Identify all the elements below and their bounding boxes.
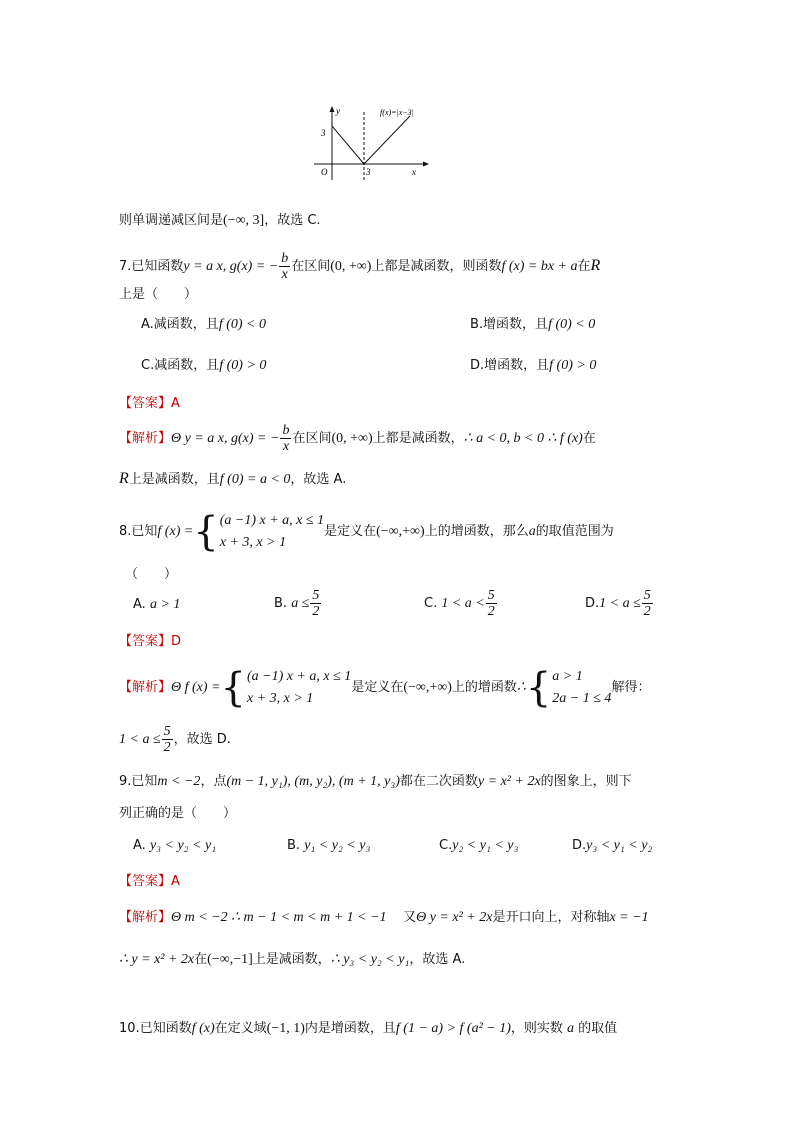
q9-option-a: A. y₃ < y₂ < y₁ — [133, 838, 217, 853]
q9-option-c: C.y₂ < y₁ < y₃ — [439, 838, 519, 853]
q7-option-a: A.减函数，且f (0) < 0 — [141, 317, 266, 332]
q9-analysis-line2: ∴ y = x² + 2x在(−∞,−1]上是减函数，∴ y₃ < y₂ < y₁，故选 A. — [119, 952, 466, 967]
fraction: $\frac{5}{2}$ — [643, 588, 651, 619]
q10-stem-line1: 10.已知函数f (x)在定义域(−1, 1)内是增函数，且f (1 − a) > f (a² − 1)，则实数 a 的取值 — [119, 1021, 618, 1036]
q9-option-b: B. y₁ < y₂ < y₃ — [287, 838, 371, 853]
fraction: $\frac{5}{2}$ — [163, 724, 171, 755]
q8-option-b: B. a ≤ $\frac{5}{2}$ — [274, 588, 320, 619]
graph-left-branch — [332, 126, 364, 164]
x-axis-label: x — [412, 167, 416, 177]
q7-stem-line1: 7.已知函数y = a x, g(x) = − $\frac{b}{x}$ 在区间(0, +∞)上都是减函数，则函数f (x) = bx + a在R — [119, 251, 601, 282]
q7-answer: 【答案】A — [119, 396, 180, 411]
q8-option-a: A. a > 1 — [133, 597, 181, 612]
q8-stem-line1: 8.已知f (x) ={ (a −1) x + a, x ≤ 1 x + 3, x > 1 是定义在(−∞,+∞)上的增函数，那么a的取值范围为 — [119, 508, 614, 555]
left-brace: { — [193, 508, 219, 555]
left-brace: { — [525, 664, 552, 711]
q7-option-c: C.减函数，且f (0) > 0 — [141, 358, 267, 373]
x-axis-arrow — [423, 162, 429, 167]
q7-option-d: D.增函数，且f (0) > 0 — [470, 358, 597, 373]
y-axis-arrow — [330, 106, 335, 112]
piecewise-cases: (a −1) x + a, x ≤ 1 x + 3, x > 1 — [246, 668, 352, 706]
piecewise-cases: (a −1) x + a, x ≤ 1 x + 3, x > 1 — [219, 512, 325, 550]
function-graph — [308, 100, 438, 182]
function-label: f(x)=|x−3| — [380, 108, 414, 117]
q9-analysis-line1: 【解析】Θ m < −2 ∴ m − 1 < m < m + 1 < −1 又Θ y = x² + 2x是开口向上，对称轴x = −1 — [119, 910, 649, 925]
q9-option-d: D.y₃ < y₁ < y₂ — [572, 838, 653, 853]
q7-option-b: B.增函数，且f (0) < 0 — [470, 317, 596, 332]
q8-option-c: C. 1 < a < $\frac{5}{2}$ — [424, 588, 495, 619]
q7-analysis-line1: 【解析】Θ y = a x, g(x) = − $\frac{b}{x}$ 在区间(0, +∞)上都是减函数，∴ a < 0, b < 0 ∴ f (x)在 — [119, 423, 596, 454]
y-tick-3: 3 — [321, 128, 326, 138]
fraction: $\frac{5}{2}$ — [487, 588, 495, 619]
q7-stem-line2: 上是（ ） — [119, 287, 198, 302]
q8-option-d: D.1 < a ≤ $\frac{5}{2}$ — [585, 588, 651, 619]
fraction: $\frac{b}{x}$ — [282, 423, 290, 454]
graph-right-branch — [364, 116, 410, 164]
q8-stem-line2: （ ） — [125, 567, 178, 582]
q8-analysis-line2: 1 < a ≤ $\frac{5}{2}$ ，故选 D. — [119, 724, 231, 755]
left-brace: { — [220, 664, 246, 711]
y-axis-label: y — [336, 106, 340, 116]
origin-label: O — [321, 167, 328, 177]
fraction: $\frac{b}{x}$ — [281, 251, 289, 282]
q8-analysis-line1: 【解析】Θ f (x) ={ (a −1) x + a, x ≤ 1 x + 3, x > 1 是定义在(−∞,+∞)上的增函数∴{ a > 1 2a − 1 ≤ 4 解得： — [119, 664, 651, 711]
q8-answer: 【答案】D — [119, 634, 182, 649]
q9-stem-line2: 列正确的是（ ） — [119, 806, 237, 821]
fraction: $\frac{5}{2}$ — [312, 588, 320, 619]
q7-analysis-line2: R上是减函数，且f (0) = a < 0，故选 A. — [119, 470, 347, 487]
prev-conclusion: 则单调递减区间是(−∞, 3]，故选 C. — [119, 213, 321, 228]
condition-cases: a > 1 2a − 1 ≤ 4 — [552, 668, 612, 706]
x-tick-3: 3 — [366, 167, 371, 177]
q9-answer: 【答案】A — [119, 874, 180, 889]
q9-stem-line1: 9.已知m < −2，点(m − 1, y₁), (m, y₂), (m + 1, y₃)都在二次函数y = x² + 2x的图象上，则下 — [119, 774, 632, 789]
